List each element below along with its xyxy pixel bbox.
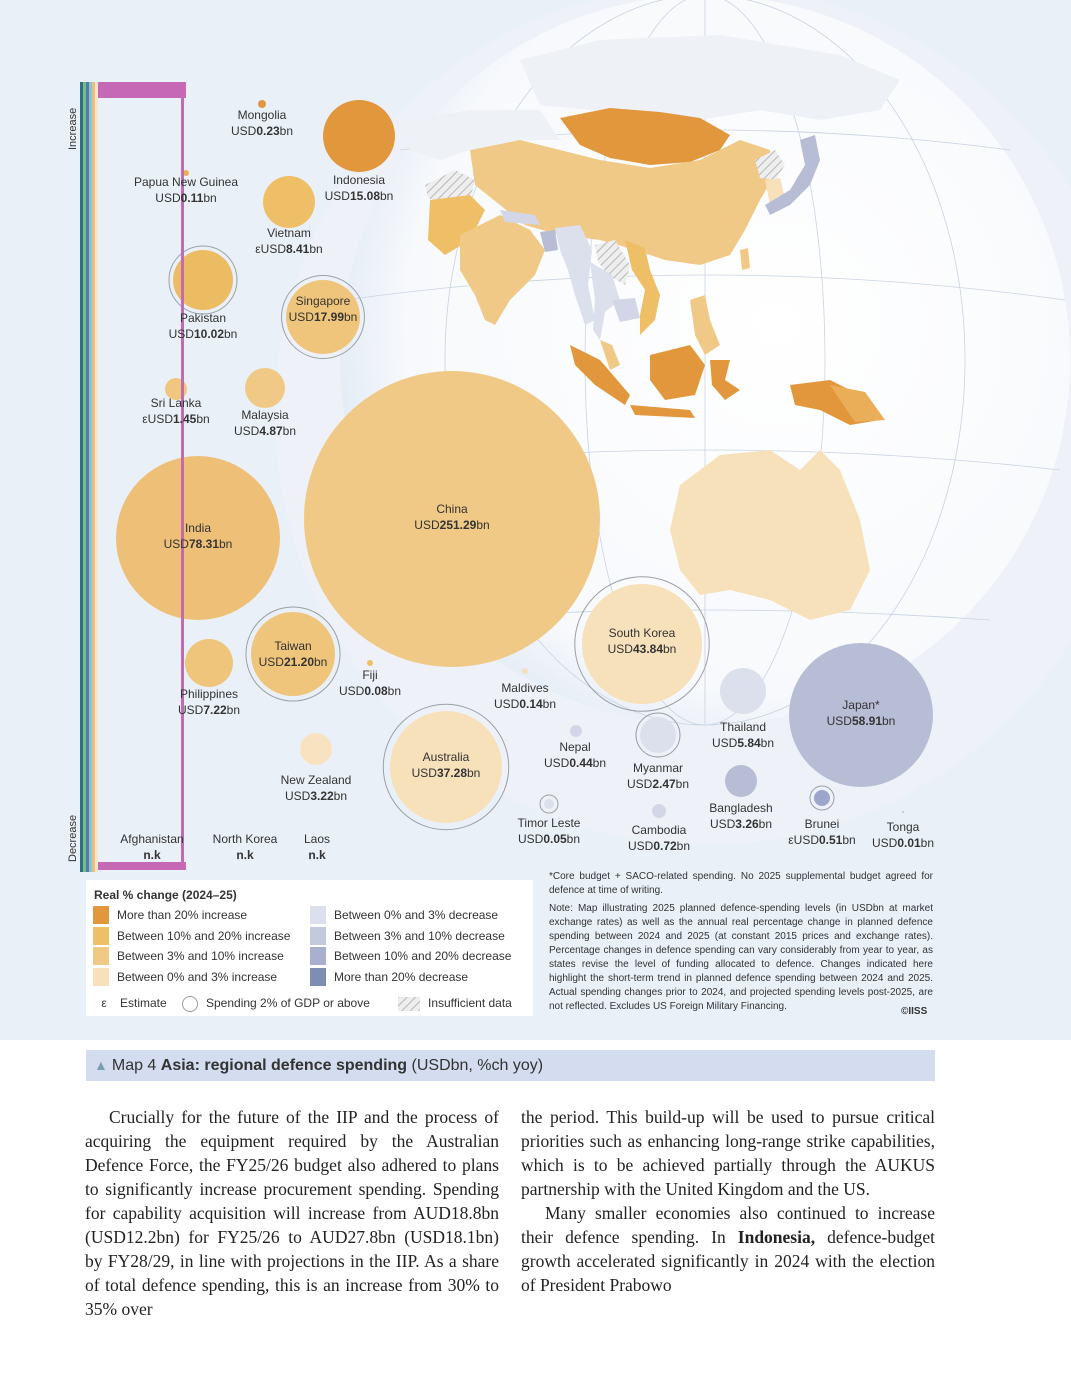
spending-value: USD15.08bn xyxy=(324,189,394,203)
country-name: Tonga xyxy=(886,820,920,834)
legend-label: Between 0% and 3% increase xyxy=(117,969,278,984)
legend-label: More than 20% increase xyxy=(117,908,248,922)
country-name: Malaysia xyxy=(241,408,289,422)
scale-bar xyxy=(80,82,98,872)
spending-value: USD7.22bn xyxy=(177,703,241,717)
country-name: Laos xyxy=(303,832,331,846)
spending-value: USD78.31bn xyxy=(163,537,233,551)
bubble-label-laos xyxy=(304,831,330,863)
estimate-symbol: ε xyxy=(101,996,107,1010)
bubble-label-papua-new-guinea xyxy=(134,174,238,206)
decrease-label: Decrease xyxy=(67,814,79,862)
bubble-label-thailand xyxy=(712,719,774,751)
bubble-vietnam xyxy=(263,176,315,228)
country-name: Bangladesh xyxy=(709,801,773,815)
caption-title: Asia: regional defence spending xyxy=(160,1057,408,1074)
spending-value: USD3.26bn xyxy=(709,817,773,831)
bubble-label-afghanistan xyxy=(120,831,183,863)
gdp-circle-icon xyxy=(182,996,198,1012)
country-name: Papua New Guinea xyxy=(133,175,239,189)
country-name: Fiji xyxy=(362,668,378,682)
spending-value: USD0.08bn xyxy=(338,684,402,698)
region-australia xyxy=(670,450,870,620)
legend-label: Between 0% and 3% decrease xyxy=(334,908,499,922)
bubble-label-pakistan xyxy=(169,310,238,342)
spending-value: USD2.47bn xyxy=(626,777,690,791)
legend-label: Between 10% and 20% increase xyxy=(117,928,291,943)
country-name: South Korea xyxy=(608,626,676,640)
bubble-label-mongolia xyxy=(231,107,293,139)
spending-value: USD4.87bn xyxy=(233,424,297,438)
bubble-new-zealand xyxy=(300,733,332,765)
spending-value: USD37.28bn xyxy=(411,766,481,780)
spending-value: n.k xyxy=(236,848,254,862)
country-name: Vietnam xyxy=(267,226,311,240)
spending-value: USD0.05bn xyxy=(517,832,581,846)
spending-value: USD0.44bn xyxy=(543,756,607,770)
legend-item-increase-0 xyxy=(93,906,247,924)
bubble-fiji xyxy=(367,660,373,666)
legend-item-decrease-3 xyxy=(310,968,468,986)
body-column-right xyxy=(521,1105,935,1297)
bubble-label-vietnam xyxy=(255,225,322,257)
bubble-label-india xyxy=(164,520,233,552)
spending-value: εUSD0.51bn xyxy=(788,833,856,847)
country-name: Taiwan xyxy=(274,639,312,653)
country-name: Mongolia xyxy=(237,108,287,122)
country-name: New Zealand xyxy=(280,773,352,787)
bubble-label-taiwan xyxy=(259,638,328,670)
legend xyxy=(86,880,533,1016)
legend-swatch xyxy=(93,947,109,965)
bubble-label-malaysia xyxy=(234,407,296,439)
note-text: Note: Map illustrating 2025 planned defence-spending levels (in USDbn at market exchange rates) as well as the annual real percentage change in planned defence spending between 2024 and 2025 (at constant 2015 prices and exchange rates). Percentage changes in defence spending can vary considerably from year to year, as states revise the level of funding allocated to defence. Changes indicated here highlight the short-term trend in planned defence spending between 2024 and 2025. Actual spending changes prior to 2024, and projected spending levels post-2025, are not reflected. Excludes US Foreign Military Financing. xyxy=(549,903,933,1012)
bubble-label-japan xyxy=(827,697,896,729)
legend-item-decrease-1 xyxy=(310,927,505,945)
bubble-malaysia xyxy=(245,368,285,408)
bubble-label-nepal xyxy=(544,739,606,771)
spending-value: USD3.22bn xyxy=(284,789,348,803)
hatch-icon xyxy=(398,997,420,1011)
legend-swatch xyxy=(310,906,326,924)
legend-item-decrease-0 xyxy=(310,906,498,924)
legend-insufficient: Insufficient data xyxy=(398,994,512,1012)
country-name: China xyxy=(436,502,468,516)
triangle-icon: ▲ xyxy=(94,1057,108,1073)
legend-item-increase-2 xyxy=(93,947,284,965)
bubble-label-philippines xyxy=(178,686,240,718)
spending-value: USD58.91bn xyxy=(826,714,896,728)
bubble-thailand xyxy=(720,668,766,714)
country-name: Afghanistan xyxy=(120,832,184,846)
country-name: Thailand xyxy=(719,720,767,734)
bubble-label-north-korea xyxy=(213,831,278,863)
map-caption xyxy=(86,1050,935,1081)
country-name: India xyxy=(184,521,212,535)
legend-label: Between 10% and 20% decrease xyxy=(334,949,512,963)
spending-value: USD0.01bn xyxy=(871,836,935,850)
spending-value: εUSD8.41bn xyxy=(255,242,323,256)
bubble-brunei xyxy=(814,790,830,806)
spending-value: n.k xyxy=(308,848,326,862)
legend-label: Between 3% and 10% decrease xyxy=(334,928,505,943)
country-name: North Korea xyxy=(212,832,278,846)
country-name: Myanmar xyxy=(632,761,683,775)
spending-value: USD17.99bn xyxy=(288,310,358,324)
paragraph: Crucially for the future of the IIP and the process of acquiring the equipment required by the Australian Defence Force, the FY25/26 budget also adhered to plans to significantly increase procurement spending. Spending for capability acquisition will increase from AUD18.8bn (USD12.2bn) for FY25/26 to AUD27.8bn (USD18.1bn) by FY28/29, in line with projections in the IIP. As a share of total defence spending, this is an increase from 30% to 35% over xyxy=(85,1107,499,1319)
bubble-label-new-zealand xyxy=(281,772,352,804)
spending-value: USD0.72bn xyxy=(627,839,691,853)
country-name: Sri Lanka xyxy=(150,396,202,410)
country-name: Pakistan xyxy=(179,311,227,325)
scale-bracket-bottom xyxy=(98,862,186,870)
increase-label: Increase xyxy=(67,107,79,150)
legend-swatch xyxy=(310,947,326,965)
spending-value: USD251.29bn xyxy=(414,518,490,532)
footnote: *Core budget + SACO-related spending. No 2025 supplemental budget agreed for defence at time of writing. xyxy=(549,871,933,896)
country-highlight: Indonesia, xyxy=(737,1227,816,1247)
caption-units: (USDbn, %ch yoy) xyxy=(407,1057,544,1074)
bubble-nepal xyxy=(570,725,582,737)
bubble-label-indonesia xyxy=(325,172,394,204)
legend-label: Between 3% and 10% increase xyxy=(117,949,284,963)
country-name: Indonesia xyxy=(332,173,386,187)
scale-bracket-top xyxy=(98,82,186,98)
country-name: Brunei xyxy=(804,817,840,831)
spending-value: εUSD1.45bn xyxy=(142,412,210,426)
bubble-label-fiji xyxy=(339,667,401,699)
map-notes xyxy=(549,870,933,1018)
caption-prefix: Map 4 xyxy=(111,1057,161,1074)
bubble-label-sri-lanka xyxy=(142,395,209,427)
bubble-maldives xyxy=(522,668,528,674)
spending-value: USD0.14bn xyxy=(493,697,557,711)
bubble-label-singapore xyxy=(289,293,358,325)
legend-estimate: ε Estimate xyxy=(96,994,167,1012)
paragraph: the period. This build-up will be used to pursue critical priorities such as enhancing long-range strike capabilities, which is to be achieved partially through the AUKUS partnership with the United Kingdom and the US. xyxy=(521,1107,935,1199)
legend-swatch xyxy=(310,968,326,986)
legend-swatch xyxy=(310,927,326,945)
legend-item-increase-1 xyxy=(93,927,290,945)
bubble-philippines xyxy=(185,639,233,687)
spending-value: USD5.84bn xyxy=(711,736,775,750)
country-name: Cambodia xyxy=(631,823,687,837)
bubble-label-bangladesh xyxy=(709,800,772,832)
country-name: Japan* xyxy=(842,698,880,712)
country-name: Singapore xyxy=(295,294,351,308)
legend-item-decrease-2 xyxy=(310,947,511,965)
bubble-label-myanmar xyxy=(627,760,689,792)
country-name: Nepal xyxy=(559,740,591,754)
country-name: Australia xyxy=(422,750,470,764)
bubble-bangladesh xyxy=(725,765,757,797)
bubble-tonga xyxy=(902,811,904,813)
legend-title: Real % change (2024–25) xyxy=(94,888,237,902)
copyright: ©IISS xyxy=(901,1006,928,1017)
legend-item-increase-3 xyxy=(93,968,277,986)
body-column-left xyxy=(85,1105,499,1321)
spending-value: n.k xyxy=(143,848,161,862)
legend-label: More than 20% decrease xyxy=(334,969,469,984)
bubble-label-timor-leste xyxy=(518,815,581,847)
bubble-label-south-korea xyxy=(608,625,677,657)
bubble-label-maldives xyxy=(494,680,556,712)
legend-swatch xyxy=(93,906,109,924)
bubble-myanmar xyxy=(640,717,676,753)
bubble-cambodia xyxy=(652,804,666,818)
spending-value: USD21.20bn xyxy=(258,655,328,669)
spending-value: USD43.84bn xyxy=(607,642,677,656)
bubble-label-tonga xyxy=(872,819,934,851)
paragraph: Many smaller economies also continued to increase their defence spending. In Indonesia, defence-budget growth accelerated significantly in 2024 with the election of President Prabowo xyxy=(521,1203,936,1295)
bubble-label-australia xyxy=(412,749,481,781)
country-name: Philippines xyxy=(179,687,239,701)
bubble-label-cambodia xyxy=(628,822,690,854)
spending-value: USD10.02bn xyxy=(168,327,238,341)
legend-swatch xyxy=(93,927,109,945)
bubble-indonesia xyxy=(323,100,395,172)
legend-swatch xyxy=(93,968,109,986)
country-name: Maldives xyxy=(501,681,549,695)
spending-value: USD0.23bn xyxy=(230,124,294,138)
country-name: Timor Leste xyxy=(517,816,581,830)
bubble-label-brunei xyxy=(788,816,855,848)
spending-value: USD0.11bn xyxy=(155,191,217,205)
bubble-timor-leste xyxy=(544,799,554,809)
legend-gdp: Spending 2% of GDP or above xyxy=(182,994,370,1012)
bubble-label-china xyxy=(414,501,489,533)
